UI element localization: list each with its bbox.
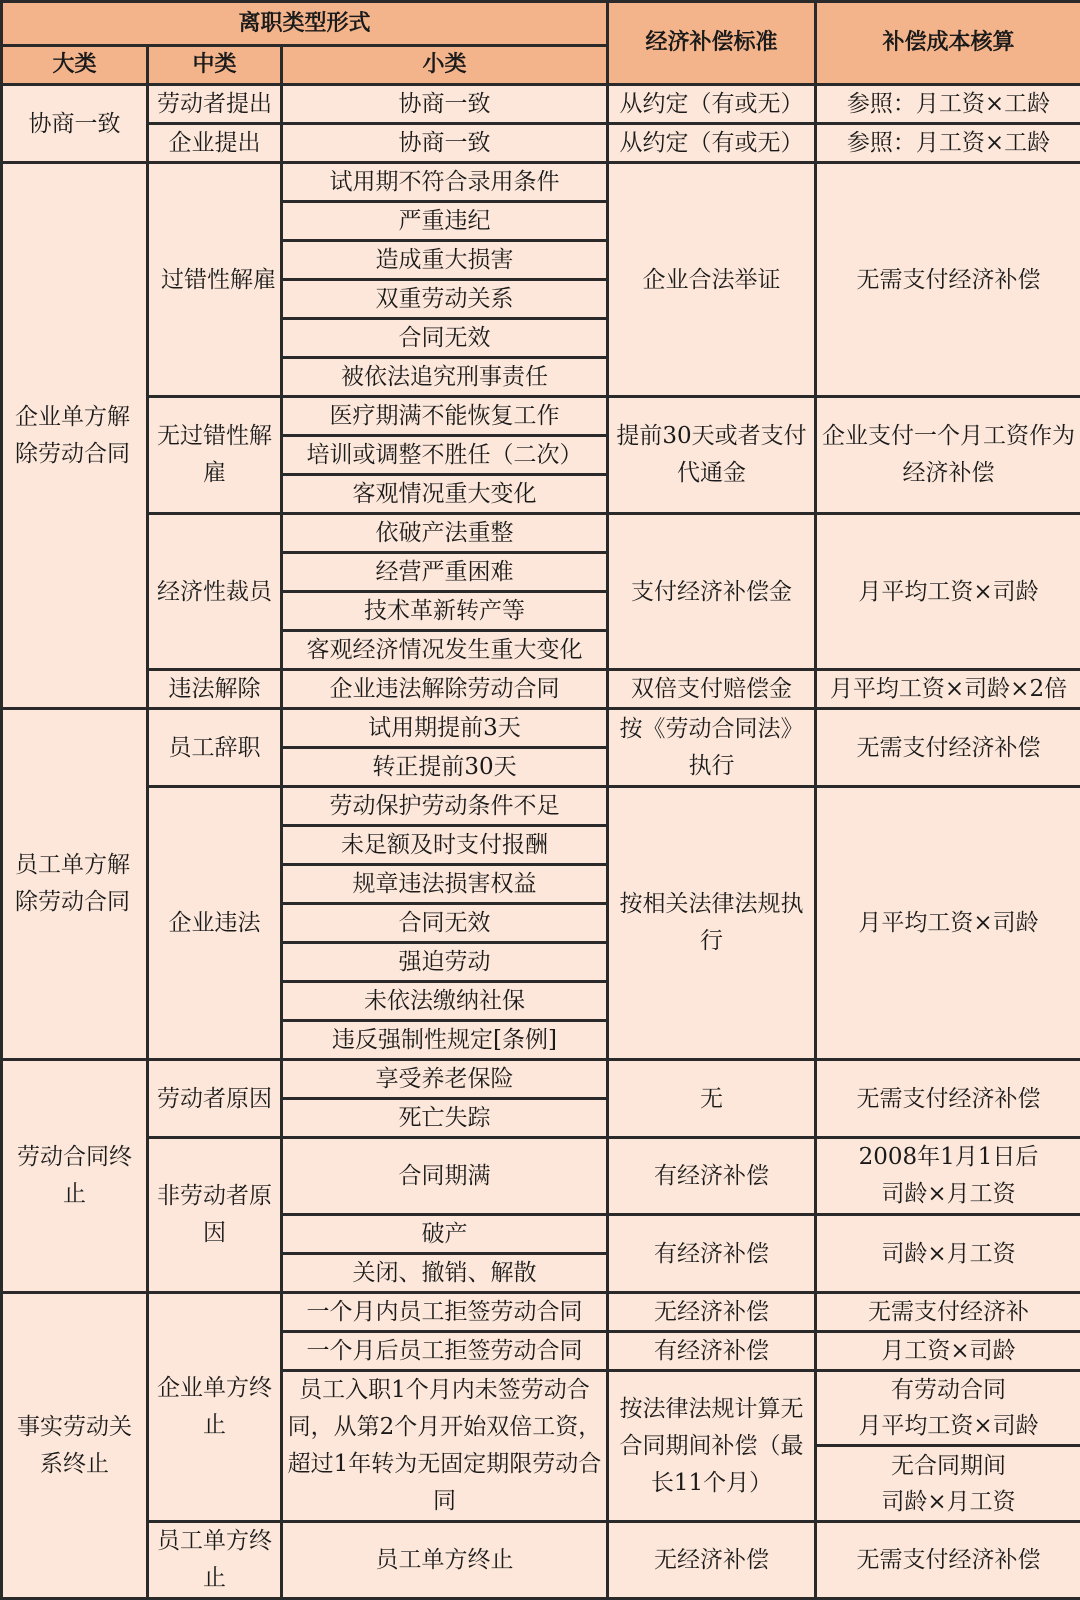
minor-cell: 试用期不符合录用条件 (282, 163, 608, 202)
minor-cell: 违反强制性规定[条例] (282, 1021, 608, 1060)
cost-cell: 参照：月工资×工龄 (816, 85, 1080, 124)
minor-cell: 被依法追究刑事责任 (282, 358, 608, 397)
minor-cell: 享受养老保险 (282, 1060, 608, 1099)
mid-worker-proposed: 劳动者提出 (148, 85, 282, 124)
cost-line: 司龄×月工资 (881, 1181, 1015, 1207)
mid-enterprise-unilateral: 企业单方终止 (148, 1293, 282, 1522)
minor-cell: 合同期满 (282, 1138, 608, 1215)
minor-cell: 未足额及时支付报酬 (282, 826, 608, 865)
mid-fault-dismissal: 过错性解雇 (148, 163, 282, 397)
standard-cell: 提前30天或者支付代通金 (608, 397, 816, 514)
cost-cell: 月工资×司龄 (816, 1332, 1080, 1371)
minor-cell: 试用期提前3天 (282, 709, 608, 748)
standard-cell: 无经济补偿 (608, 1293, 816, 1332)
minor-cell: 经营严重困难 (282, 553, 608, 592)
header-type-form: 离职类型形式 (2, 2, 608, 46)
minor-cell: 客观情况重大变化 (282, 475, 608, 514)
minor-cell: 依破产法重整 (282, 514, 608, 553)
minor-cell: 合同无效 (282, 904, 608, 943)
minor-cell: 一个月后员工拒签劳动合同 (282, 1332, 608, 1371)
mid-worker-reason: 劳动者原因 (148, 1060, 282, 1138)
minor-cell: 造成重大损害 (282, 241, 608, 280)
major-negotiation: 协商一致 (2, 85, 148, 163)
major-de-facto-termination: 事实劳动关系终止 (2, 1293, 148, 1599)
minor-cell: 关闭、撤销、解散 (282, 1254, 608, 1293)
standard-cell: 支付经济补偿金 (608, 514, 816, 670)
mid-nonfault-dismissal: 无过错性解雇 (148, 397, 282, 514)
standard-cell: 从约定（有或无） (608, 124, 816, 163)
minor-cell: 员工入职1个月内未签劳动合同，从第2个月开始双倍工资，超过1年转为无固定期限劳动合同 (282, 1371, 608, 1522)
minor-cell: 员工单方终止 (282, 1522, 608, 1599)
cost-cell: 参照：月工资×工龄 (816, 124, 1080, 163)
cost-cell: 无需支付经济补偿 (816, 709, 1080, 787)
minor-cell: 转正提前30天 (282, 748, 608, 787)
minor-cell: 培训或调整不胜任（二次） (282, 436, 608, 475)
minor-cell: 严重违纪 (282, 202, 608, 241)
standard-cell: 有经济补偿 (608, 1138, 816, 1215)
header-middle: 中类 (148, 46, 282, 85)
cost-cell (816, 1138, 1080, 1215)
mid-employee-unilateral: 员工单方终止 (148, 1522, 282, 1599)
minor-cell: 劳动保护劳动条件不足 (282, 787, 608, 826)
cost-line: 司龄×月工资 (881, 1489, 1015, 1515)
minor-cell: 强迫劳动 (282, 943, 608, 982)
standard-cell: 从约定（有或无） (608, 85, 816, 124)
mid-enterprise-proposed: 企业提出 (148, 124, 282, 163)
standard-cell: 按《劳动合同法》执行 (608, 709, 816, 787)
major-enterprise-termination: 企业单方解除劳动合同 (2, 163, 148, 709)
cost-cell: 无需支付经济补偿 (816, 1522, 1080, 1599)
mid-nonworker-reason: 非劳动者原因 (148, 1138, 282, 1293)
cost-line: 无合同期间 (891, 1453, 1006, 1479)
standard-cell: 无经济补偿 (608, 1522, 816, 1599)
minor-cell: 死亡失踪 (282, 1099, 608, 1138)
header-cost: 补偿成本核算 (816, 2, 1080, 85)
cost-cell (816, 1446, 1080, 1522)
minor-cell: 合同无效 (282, 319, 608, 358)
cost-cell: 企业支付一个月工资作为经济补偿 (816, 397, 1080, 514)
minor-cell: 企业违法解除劳动合同 (282, 670, 608, 709)
cost-cell: 无需支付经济补偿 (816, 1060, 1080, 1138)
cost-cell (816, 1371, 1080, 1446)
minor-cell: 医疗期满不能恢复工作 (282, 397, 608, 436)
minor-cell: 客观经济情况发生重大变化 (282, 631, 608, 670)
major-contract-termination: 劳动合同终止 (2, 1060, 148, 1293)
minor-cell: 技术革新转产等 (282, 592, 608, 631)
cost-cell: 月平均工资×司龄 (816, 787, 1080, 1060)
mid-employee-resignation: 员工辞职 (148, 709, 282, 787)
standard-cell: 企业合法举证 (608, 163, 816, 397)
header-minor: 小类 (282, 46, 608, 85)
minor-cell: 破产 (282, 1215, 608, 1254)
minor-cell: 协商一致 (282, 124, 608, 163)
standard-cell: 有经济补偿 (608, 1215, 816, 1293)
mid-illegal-termination: 违法解除 (148, 670, 282, 709)
minor-cell: 协商一致 (282, 85, 608, 124)
cost-line: 月平均工资×司龄 (858, 1413, 1038, 1439)
standard-cell: 双倍支付赔偿金 (608, 670, 816, 709)
cost-line: 有劳动合同 (891, 1377, 1006, 1403)
cost-cell: 月平均工资×司龄 (816, 514, 1080, 670)
minor-cell: 规章违法损害权益 (282, 865, 608, 904)
cost-cell: 司龄×月工资 (816, 1215, 1080, 1293)
minor-cell: 未依法缴纳社保 (282, 982, 608, 1021)
standard-cell: 无 (608, 1060, 816, 1138)
cost-line: 2008年1月1日后 (859, 1144, 1039, 1170)
standard-cell: 有经济补偿 (608, 1332, 816, 1371)
header-major: 大类 (2, 46, 148, 85)
standard-cell: 按法律法规计算无合同期间补偿（最长11个月） (608, 1371, 816, 1522)
minor-cell: 一个月内员工拒签劳动合同 (282, 1293, 608, 1332)
header-standard: 经济补偿标准 (608, 2, 816, 85)
major-employee-termination: 员工单方解除劳动合同 (2, 709, 148, 1060)
mid-economic-layoff: 经济性裁员 (148, 514, 282, 670)
cost-cell: 无需支付经济补偿 (816, 163, 1080, 397)
minor-cell: 双重劳动关系 (282, 280, 608, 319)
cost-cell: 无需支付经济补 (816, 1293, 1080, 1332)
standard-cell: 按相关法律法规执行 (608, 787, 816, 1060)
cost-cell: 月平均工资×司龄×2倍 (816, 670, 1080, 709)
mid-enterprise-violation: 企业违法 (148, 787, 282, 1060)
